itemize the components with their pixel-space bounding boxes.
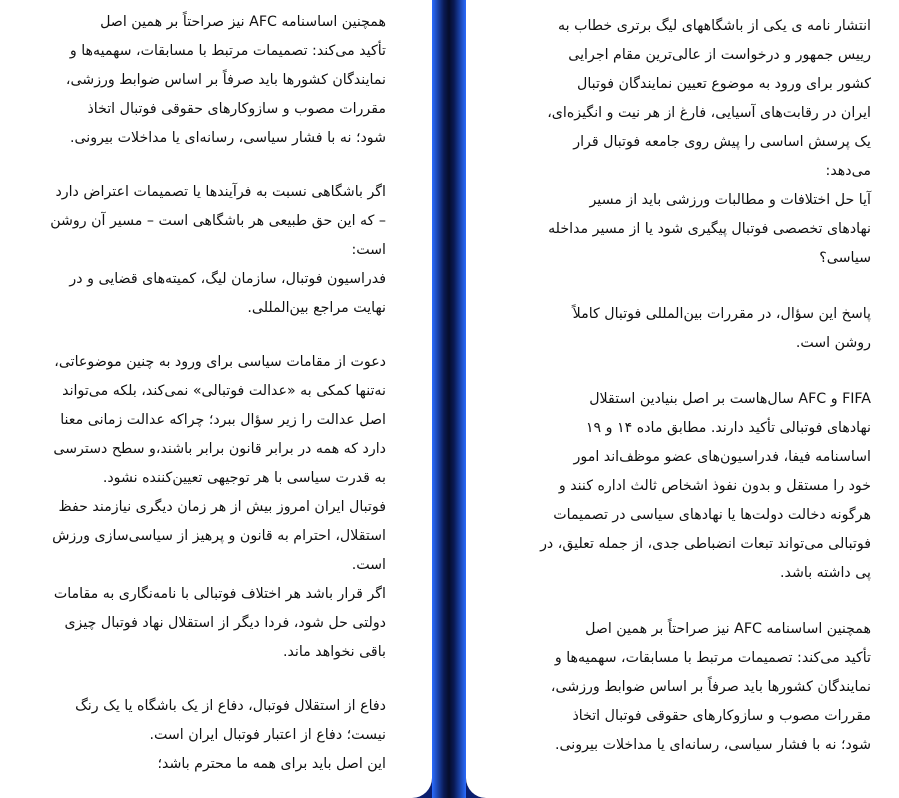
right-paragraph-4: همچنین اساسنامه AFC نیز صراحتاً بر همین اصل تأکید می‌کند: تصمیمات مرتبط با مسابقات، سهمیه‌ها و نمایندگان کشورها باید صرفاً بر اساس ضوابط ورزشی، مقررات مصوب و سازوکارهای حقوقی فوتبال اتخاذ شود؛ نه با فشار سیاسی، رسانه‌ای یا مداخلات بیرونی. <box>550 621 871 753</box>
right-paragraph-1: انتشار نامه ی یکی از باشگاههای لیگ برتری خطاب به رییس جمهور و درخواست از عالی‌ترین مقام اجرایی کشور برای ورود به موضوع تعیین نمایندگان فوتبال ایران در رقابت‌های آسیایی، فارغ از هر نیت و انگیزه‌ای، یک پرسش اساسی را پیش روی جامعه فوتبال قرار می‌دهد: آیا حل اختلافات و مطالبات ورزشی باید از مسیر نهادهای تخصصی فوتبال پیگیری شود یا از مسیر مداخله سیاسی؟ <box>547 18 871 266</box>
right-page <box>466 0 899 798</box>
right-paragraph-2: پاسخ این سؤال، در مقررات بین‌المللی فوتبال کاملاً روشن است. <box>572 306 871 351</box>
left-paragraph-4: دفاع از استقلال فوتبال، دفاع از یک باشگاه یا یک رنگ نیست؛ دفاع از اعتبار فوتبال ایران است. این اصل باید برای همه ما محترم باشد؛ <box>75 698 386 772</box>
left-paragraph-1: همچنین اساسنامه AFC نیز صراحتاً بر همین اصل تأکید می‌کند: تصمیمات مرتبط با مسابقات، سهمیه‌ها و نمایندگان کشورها باید صرفاً بر اساس ضوابط ورزشی، مقررات مصوب و سازوکارهای حقوقی فوتبال اتخاذ شود؛ نه با فشار سیاسی، رسانه‌ای یا مداخلات بیرونی. <box>65 14 386 146</box>
left-paragraph-3: دعوت از مقامات سیاسی برای ورود به چنین موضوعاتی، نه‌تنها کمکی به «عدالت فوتبالی» نمی‌کند، بلکه می‌تواند اصل عدالت را زیر سؤال ببرد؛ چراکه عدالت زمانی معنا دارد که همه در برابر قانون برابر باشند،و سطح دسترسی به قدرت سیاسی با هر توجیهی تعیین‌کننده نشود. فوتبال ایران امروز بیش از هر زمان دیگری نیازمند حفظ استقلال، احترام به قانون و پرهیز از سیاسی‌سازی ورزش است. اگر قرار باشد هر اختلاف فوتبالی با نامه‌نگاری به مقامات دولتی حل شود، فردا دیگر از استقلال نهاد فوتبال چیزی باقی نخواهد ماند. <box>52 354 386 660</box>
left-page <box>0 0 432 798</box>
left-paragraph-2: اگر باشگاهی نسبت به فرآیندها یا تصمیمات اعتراض دارد – که این حق طبیعی هر باشگاهی است – مسیر آن روشن است: فدراسیون فوتبال، سازمان لیگ، کمیته‌های قضایی و در نهایت مراجع بین‌المللی. <box>50 184 386 316</box>
right-paragraph-3: FIFA و AFC سال‌هاست بر اصل بنیادین استقلال نهادهای فوتبالی تأکید دارند. مطابق ماده ۱۴ و ۱۹ اساسنامه فیفا، فدراسیون‌های عضو موظف‌اند امور خود را مستقل و بدون نفوذ اشخاص ثالث اداره کنند و هرگونه دخالت دولت‌ها یا نهادهای سیاسی در تصمیمات فوتبالی می‌تواند تبعات انضباطی جدی، از جمله تعلیق، در پی داشته باشد. <box>540 391 871 581</box>
page-divider <box>432 0 466 798</box>
